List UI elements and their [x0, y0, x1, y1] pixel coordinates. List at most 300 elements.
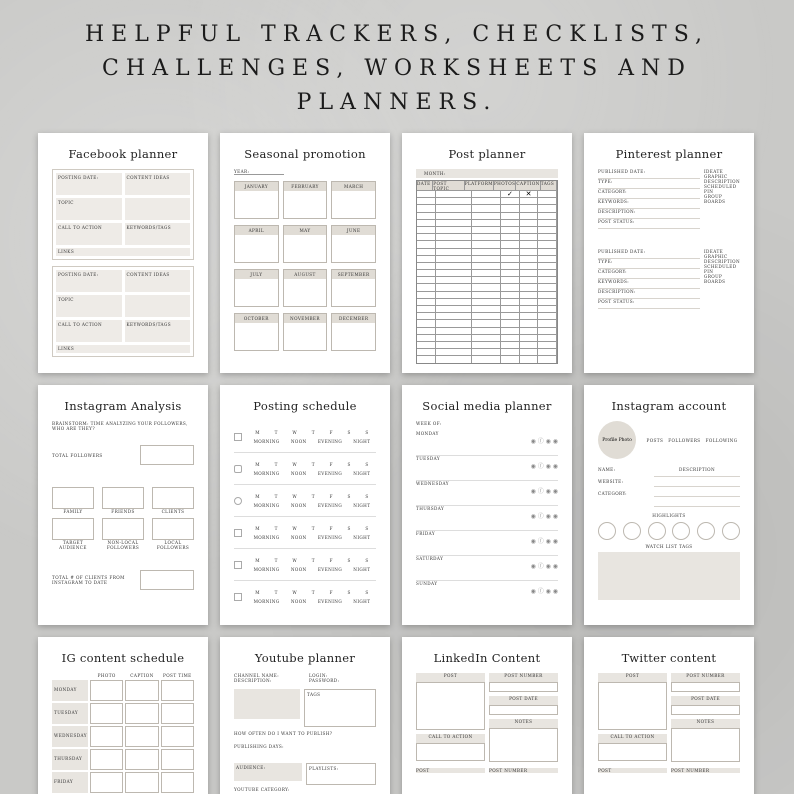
- col-post-time: POST TIME: [163, 673, 192, 678]
- audience-label: NON-LOCAL FOLLOWERS: [106, 540, 140, 550]
- pin-field: TYPE:: [598, 179, 700, 189]
- headline-line-2: CHALLENGES, WORKSHEETS AND: [102, 56, 692, 81]
- category-label: YOUTUBE CATEGORY:: [234, 787, 290, 792]
- day-label: T: [311, 461, 315, 467]
- day-label: S: [347, 493, 351, 499]
- pin-field: CATEGORY:: [598, 189, 700, 199]
- fb-blank: [125, 295, 191, 317]
- facebook-planner-card[interactable]: [38, 133, 208, 373]
- month-label: MAY: [284, 226, 327, 235]
- time-label: EVENING: [317, 502, 343, 508]
- day-label: M: [255, 493, 260, 499]
- time-label: EVENING: [317, 470, 343, 476]
- month-box: [283, 269, 328, 307]
- day-label: W: [292, 493, 298, 499]
- day-label: T: [311, 590, 315, 595]
- day-label: M: [255, 525, 260, 531]
- post-number-box[interactable]: [489, 682, 558, 692]
- schedule-row: [234, 581, 376, 613]
- linkedin-row: [416, 673, 558, 762]
- planner-grid: [38, 133, 754, 794]
- day-label: M: [255, 590, 260, 595]
- month-box: [234, 269, 279, 307]
- col-caption: CAPTION: [130, 673, 154, 678]
- time-label: NIGHT: [353, 599, 371, 604]
- social-icons: ◉ ⓕ ◉ ◉: [530, 563, 558, 570]
- day-label: T: [274, 525, 278, 531]
- post-label: POST: [416, 673, 485, 682]
- audience-boxes: [52, 487, 194, 550]
- month-label: SEPTEMBER: [332, 270, 375, 279]
- total-followers-row: [52, 445, 194, 465]
- highlight-circle[interactable]: [722, 522, 740, 540]
- audience-label: CLIENTS: [161, 509, 185, 514]
- notes-label: NOTES: [489, 719, 558, 728]
- schedule-row: [234, 453, 376, 485]
- analysis-intro: BRAINSTORM: TIME ANALYZING YOUR FOLLOWERS, WHO ARE THEY?: [52, 421, 188, 431]
- year-field: YEAR:: [234, 169, 284, 175]
- category-label: CATEGORY:: [598, 491, 627, 496]
- social-day-row: [416, 556, 558, 581]
- pin-field: PUBLISHED DATE:: [598, 169, 700, 179]
- platform-icon: [234, 433, 242, 441]
- posting-schedule-card[interactable]: [220, 385, 390, 625]
- tags-box[interactable]: TAGS: [304, 689, 376, 727]
- account-details: [598, 467, 740, 507]
- time-label: EVENING: [317, 438, 343, 444]
- check-mark: ✓: [501, 191, 520, 197]
- instagram-account-card[interactable]: [584, 385, 754, 625]
- pin-field: KEYWORDS:: [598, 199, 700, 209]
- linkedin-row: [416, 768, 558, 773]
- day-label: S: [365, 590, 369, 595]
- time-label: NOON: [290, 566, 307, 572]
- platform-icon: [234, 529, 242, 537]
- month-box: [234, 313, 279, 351]
- platform-icon: [234, 497, 242, 505]
- cta-label: CALL TO ACTION: [598, 734, 667, 743]
- audience-box[interactable]: [102, 487, 144, 509]
- col-photo: PHOTO: [97, 673, 116, 678]
- pin-check[interactable]: PIN: [704, 189, 714, 194]
- day-label: W: [292, 590, 298, 595]
- notes-box[interactable]: [671, 728, 740, 762]
- card-title: Social media planner: [422, 399, 552, 413]
- profile-photo[interactable]: Profile Photo: [598, 421, 636, 459]
- day-label: W: [292, 525, 298, 531]
- linkedin-content-card[interactable]: [402, 637, 572, 794]
- month-field: MONTH:: [416, 169, 558, 178]
- playlists-box[interactable]: PLAYLISTS:: [306, 763, 376, 785]
- day-label: TUESDAY: [416, 456, 441, 461]
- stat-followers: FOLLOWERS: [668, 437, 701, 443]
- col-caption: CAPTION: [516, 181, 540, 190]
- card-title: Pinterest planner: [615, 147, 723, 161]
- name-label: NAME:: [598, 467, 616, 472]
- social-day-row: [416, 481, 558, 506]
- social-icons: ◉ ⓕ ◉ ◉: [530, 588, 558, 595]
- day-label: S: [365, 557, 369, 563]
- post-date-label: POST DATE: [671, 696, 740, 705]
- cta-box[interactable]: [416, 743, 485, 761]
- time-label: NOON: [290, 599, 307, 604]
- month-label: JUNE: [332, 226, 375, 235]
- months-grid: [234, 181, 376, 351]
- pin-field: DESCRIPTION:: [598, 209, 700, 219]
- day-label: S: [365, 525, 369, 531]
- day-label: F: [329, 493, 333, 499]
- card-title: Facebook planner: [68, 147, 178, 161]
- day-label: S: [347, 557, 351, 563]
- time-label: NOON: [290, 470, 307, 476]
- headline-line-3: PLANNERS.: [296, 90, 498, 115]
- highlights-label: HIGHLIGHTS: [652, 513, 686, 518]
- col-photos: PHOTOS: [494, 181, 516, 190]
- day-label: M: [255, 429, 260, 435]
- seasonal-promotion-card[interactable]: [220, 133, 390, 373]
- col-date: DATE: [417, 181, 433, 190]
- day-label: M: [255, 461, 260, 467]
- day-label: F: [329, 557, 333, 563]
- fb-post-block: [52, 266, 194, 357]
- schedule-row: [234, 517, 376, 549]
- cta-label: CALL TO ACTION: [416, 734, 485, 743]
- highlight-circle[interactable]: [598, 522, 616, 540]
- channel-label: CHANNEL NAME:: [234, 673, 280, 678]
- audience-label: LOCAL FOLLOWERS: [156, 540, 190, 550]
- fb-links: LINKS: [56, 248, 190, 256]
- twitter-row: [598, 673, 740, 762]
- month-label: JULY: [235, 270, 278, 279]
- month-box: [283, 313, 328, 351]
- day-label: WEDNESDAY: [52, 726, 88, 747]
- day-label: T: [311, 525, 315, 531]
- post-number-label: POST NUMBER: [489, 673, 558, 682]
- time-label: NIGHT: [353, 470, 371, 476]
- fb-topic: TOPIC: [56, 295, 122, 317]
- day-label: F: [329, 461, 333, 467]
- time-label: EVENING: [317, 599, 343, 604]
- pin-check[interactable]: SCHEDULED: [704, 184, 737, 189]
- post-number-label: POST NUMBER: [489, 768, 558, 773]
- pin-field: TYPE:: [598, 259, 700, 269]
- col-platform: PLATFORM: [465, 181, 494, 190]
- fb-content-ideas: CONTENT IDEAS: [125, 270, 191, 292]
- fb-links: LINKS: [56, 345, 190, 353]
- pinterest-planner-card[interactable]: [584, 133, 754, 373]
- pin-check[interactable]: SCHEDULED: [704, 264, 737, 269]
- month-box: [331, 225, 376, 263]
- description-label: DESCRIPTION:: [234, 678, 272, 683]
- audience-box[interactable]: [52, 487, 94, 509]
- fb-topic: TOPIC: [56, 198, 122, 220]
- pin-check[interactable]: DESCRIPTION: [704, 179, 741, 184]
- time-label: MORNING: [253, 502, 280, 508]
- platform-icon: [234, 465, 242, 473]
- ig-content-row: [52, 703, 194, 724]
- day-label: WEDNESDAY: [416, 481, 449, 486]
- social-day-row: [416, 506, 558, 531]
- description-label: DESCRIPTION: [654, 467, 740, 477]
- card-title: Instagram account: [611, 399, 727, 413]
- day-label: T: [274, 493, 278, 499]
- youtube-planner-card[interactable]: [220, 637, 390, 794]
- website-label: WEBSITE:: [598, 479, 624, 484]
- day-label: W: [292, 461, 298, 467]
- pin-check[interactable]: PIN: [704, 269, 714, 274]
- social-icons: ◉ ⓕ ◉ ◉: [530, 438, 558, 445]
- card-title: LinkedIn Content: [433, 651, 541, 665]
- month-box: [283, 181, 328, 219]
- fb-cta: CALL TO ACTION: [56, 223, 122, 245]
- notes-label: NOTES: [671, 719, 740, 728]
- day-label: F: [329, 525, 333, 531]
- card-title: Post planner: [448, 147, 526, 161]
- total-followers-box[interactable]: [140, 445, 194, 465]
- fb-blank: [125, 198, 191, 220]
- cross-mark: ✕: [520, 191, 539, 197]
- day-label: T: [311, 493, 315, 499]
- time-label: EVENING: [317, 566, 343, 572]
- social-day-row: [416, 456, 558, 481]
- month-label: MARCH: [332, 182, 375, 191]
- time-label: NOON: [290, 502, 307, 508]
- post-box[interactable]: [598, 682, 667, 730]
- audience-box[interactable]: [152, 487, 194, 509]
- highlight-circle[interactable]: [697, 522, 715, 540]
- highlight-circle[interactable]: [648, 522, 666, 540]
- time-label: NOON: [290, 438, 307, 444]
- time-label: MORNING: [253, 599, 280, 604]
- post-date-box[interactable]: [489, 705, 558, 715]
- month-label: OCTOBER: [235, 314, 278, 323]
- often-label: HOW OFTEN DO I WANT TO PUBLISH?: [234, 731, 333, 736]
- description-box[interactable]: [234, 689, 300, 719]
- total-followers-label: TOTAL FOLLOWERS: [52, 452, 103, 458]
- twitter-content-card[interactable]: [584, 637, 754, 794]
- post-label: POST: [598, 673, 667, 682]
- day-label: T: [311, 429, 315, 435]
- social-media-planner-card[interactable]: [402, 385, 572, 625]
- day-label: T: [274, 590, 278, 595]
- day-label: FRIDAY: [52, 772, 88, 793]
- ig-content-row: [52, 772, 194, 793]
- social-day-row: [416, 531, 558, 556]
- pin-field: POST STATUS:: [598, 299, 700, 309]
- highlight-circle[interactable]: [623, 522, 641, 540]
- clients-row: [52, 570, 194, 590]
- pin-field: DESCRIPTION:: [598, 289, 700, 299]
- day-label: M: [255, 557, 260, 563]
- audience-box[interactable]: [102, 518, 144, 540]
- day-label: S: [347, 461, 351, 467]
- post-number-label: POST NUMBER: [671, 768, 740, 773]
- day-label: W: [292, 557, 298, 563]
- day-label: TUESDAY: [52, 703, 88, 724]
- day-label: T: [274, 429, 278, 435]
- month-label: DECEMBER: [332, 314, 375, 323]
- day-label: SUNDAY: [416, 581, 438, 586]
- month-label: AUGUST: [284, 270, 327, 279]
- social-icons: ◉ ⓕ ◉ ◉: [530, 488, 558, 495]
- publishing-label: PUBLISHING DAYS:: [234, 744, 284, 749]
- pin-check[interactable]: GROUP BOARDS: [704, 274, 726, 284]
- pin-check[interactable]: GRAPHIC: [704, 174, 728, 179]
- audience-box[interactable]: [152, 518, 194, 540]
- day-label: S: [347, 590, 351, 595]
- pin-field: POST STATUS:: [598, 219, 700, 229]
- day-label: S: [365, 493, 369, 499]
- day-label: F: [329, 590, 333, 595]
- month-box: [331, 269, 376, 307]
- time-label: MORNING: [253, 438, 280, 444]
- pin-field: PUBLISHED DATE:: [598, 249, 700, 259]
- pin-check[interactable]: GROUP BOARDS: [704, 194, 726, 204]
- day-label: T: [274, 557, 278, 563]
- time-label: MORNING: [253, 566, 280, 572]
- ig-content-row: [52, 680, 194, 701]
- schedule-row: [234, 421, 376, 453]
- audience-label: FRIENDS: [111, 509, 135, 514]
- highlight-circles: [598, 522, 740, 540]
- month-label: APRIL: [235, 226, 278, 235]
- fb-post-block: [52, 169, 194, 260]
- month-box: [234, 181, 279, 219]
- notes-box[interactable]: [489, 728, 558, 762]
- time-label: NIGHT: [353, 502, 371, 508]
- time-label: NIGHT: [353, 438, 371, 444]
- pin-field: CATEGORY:: [598, 269, 700, 279]
- col-topic: POST TOPIC: [433, 181, 465, 190]
- headline-line-1: HELPFUL TRACKERS, CHECKLISTS,: [84, 22, 710, 47]
- time-label: MORNING: [253, 470, 280, 476]
- yt-row: [234, 678, 376, 683]
- month-box: [331, 313, 376, 351]
- fb-keywords: KEYWORDS/TAGS: [125, 223, 191, 245]
- password-label: PASSWORD:: [309, 678, 340, 683]
- month-label: JANUARY: [235, 182, 278, 191]
- month-box: [234, 225, 279, 263]
- month-label: NOVEMBER: [284, 314, 327, 323]
- social-icons: ◉ ⓕ ◉ ◉: [530, 513, 558, 520]
- col-tags: TAGS: [541, 181, 557, 190]
- cta-box[interactable]: [598, 743, 667, 761]
- day-label: SATURDAY: [416, 556, 444, 561]
- card-title: Twitter content: [621, 651, 717, 665]
- instagram-analysis-card[interactable]: [38, 385, 208, 625]
- ig-content-schedule-card[interactable]: [38, 637, 208, 794]
- time-label: NOON: [290, 534, 307, 540]
- fb-posting-date: POSTING DATE:: [56, 173, 122, 195]
- card-title: IG content schedule: [61, 651, 185, 665]
- login-label: LOGIN:: [309, 673, 328, 678]
- day-label: T: [311, 557, 315, 563]
- post-box[interactable]: [416, 682, 485, 730]
- card-title: Posting schedule: [253, 399, 357, 413]
- clients-label: TOTAL # OF CLIENTS FROM INSTAGRAM TO DATE: [52, 575, 125, 585]
- watch-list-label: WATCH LIST TAGS: [645, 544, 693, 549]
- highlight-circle[interactable]: [672, 522, 690, 540]
- social-icons: ◉ ⓕ ◉ ◉: [530, 463, 558, 470]
- headline: [0, 18, 794, 120]
- card-title: Seasonal promotion: [244, 147, 366, 161]
- stat-following: FOLLOWING: [705, 437, 738, 443]
- card-title: Youtube planner: [254, 651, 356, 665]
- platform-icon: [234, 561, 242, 569]
- yt-boxes: [234, 689, 376, 727]
- day-label: F: [329, 429, 333, 435]
- time-label: MORNING: [253, 534, 280, 540]
- day-label: MONDAY: [52, 680, 88, 701]
- post-number-label: POST NUMBER: [671, 673, 740, 682]
- ig-content-row: [52, 749, 194, 770]
- day-label: S: [365, 429, 369, 435]
- post-number-box[interactable]: [671, 682, 740, 692]
- post-date-label: POST DATE: [489, 696, 558, 705]
- social-day-row: [416, 431, 558, 456]
- schedule-row: [234, 549, 376, 581]
- day-label: MONDAY: [416, 431, 439, 436]
- day-label: S: [347, 429, 351, 435]
- day-label: W: [292, 429, 298, 435]
- audience-label: FAMILY: [63, 509, 83, 514]
- platform-icon: [234, 593, 242, 601]
- fb-keywords: KEYWORDS/TAGS: [125, 320, 191, 342]
- twitter-row: [598, 768, 740, 773]
- pin-check[interactable]: IDEATE: [704, 169, 724, 174]
- ig-content-header: [52, 673, 194, 678]
- pinterest-block: [598, 249, 740, 309]
- pin-check[interactable]: GRAPHIC: [704, 254, 728, 259]
- post-planner-card[interactable]: [402, 133, 572, 373]
- fb-content-ideas: CONTENT IDEAS: [125, 173, 191, 195]
- month-box: [331, 181, 376, 219]
- day-label: FRIDAY: [416, 531, 436, 536]
- schedule-row: [234, 485, 376, 517]
- day-label: S: [347, 525, 351, 531]
- day-label: T: [274, 461, 278, 467]
- watch-list-box[interactable]: [598, 552, 740, 600]
- clients-box[interactable]: [140, 570, 194, 590]
- post-table: [416, 180, 558, 364]
- month-label: FEBRUARY: [284, 182, 327, 191]
- audience-box[interactable]: AUDIENCE:: [234, 763, 302, 781]
- ig-content-row: [52, 726, 194, 747]
- month-box: [283, 225, 328, 263]
- post-date-box[interactable]: [671, 705, 740, 715]
- social-icons: ◉ ⓕ ◉ ◉: [530, 538, 558, 545]
- fb-cta: CALL TO ACTION: [56, 320, 122, 342]
- profile-row: [598, 421, 740, 459]
- schedule-rows: [234, 421, 376, 613]
- yt-audience-row: [234, 763, 376, 785]
- time-label: NIGHT: [353, 566, 371, 572]
- post-label: POST: [598, 768, 667, 773]
- pin-field: KEYWORDS:: [598, 279, 700, 289]
- day-label: THURSDAY: [52, 749, 88, 770]
- pin-check[interactable]: DESCRIPTION: [704, 259, 741, 264]
- post-label: POST: [416, 768, 485, 773]
- day-label: S: [365, 461, 369, 467]
- social-day-row: [416, 581, 558, 606]
- card-title: Instagram Analysis: [64, 399, 182, 413]
- stat-posts: POSTS: [646, 437, 664, 443]
- time-label: NIGHT: [353, 534, 371, 540]
- audience-box[interactable]: [52, 518, 94, 540]
- fb-posting-date: POSTING DATE:: [56, 270, 122, 292]
- pin-check[interactable]: IDEATE: [704, 249, 724, 254]
- week-of-field: WEEK OF:: [416, 421, 442, 426]
